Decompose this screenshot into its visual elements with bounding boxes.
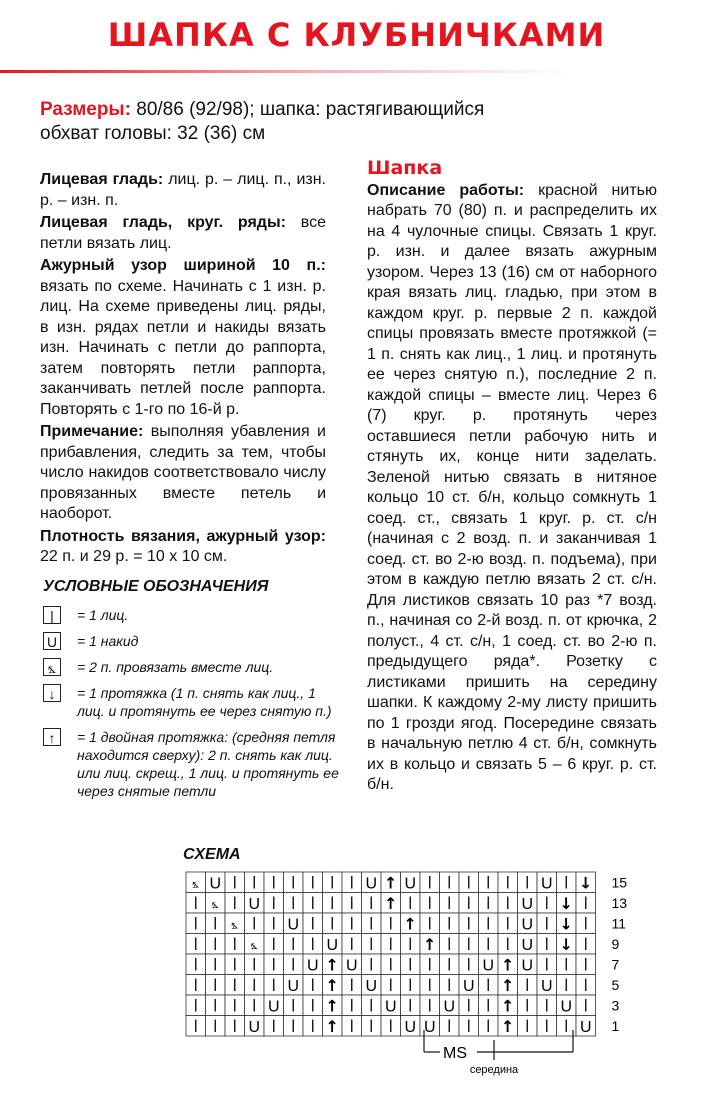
round-stockinette-label: Лицевая гладь, круг. ряды: xyxy=(40,214,286,231)
chart-row-numbers xyxy=(612,874,628,1034)
double-decrease-mark: ↑ xyxy=(325,955,339,975)
hat-section-title: Шапка xyxy=(367,157,443,179)
k2tog-mark: ⦩ xyxy=(211,896,219,911)
row-number: 13 xyxy=(611,894,628,911)
yarn-over-mark: U xyxy=(540,977,553,995)
legend-text-knit: = 1 лиц. xyxy=(77,607,129,623)
yarn-over-mark: U xyxy=(326,936,339,954)
yarn-over-mark: U xyxy=(248,895,261,913)
yarn-over-mark: U xyxy=(365,875,378,893)
gauge-label: Плотность вязания, ажурный узор: xyxy=(40,527,326,545)
yarn-over-mark: U xyxy=(287,916,300,934)
double-decrease-mark: ↑ xyxy=(384,893,398,913)
work-description-label: Описание работы: xyxy=(367,181,525,199)
ssk-mark: ↓ xyxy=(559,893,573,913)
double-decrease-mark: ↑ xyxy=(384,873,398,893)
yarn-over-mark: U xyxy=(560,998,573,1016)
chart-ms-marker xyxy=(424,1030,573,1076)
stockinette-label: Лицевая гладь: xyxy=(40,171,164,188)
k2tog-mark: ⦩ xyxy=(231,917,239,932)
yarn-over-mark: U xyxy=(404,1018,417,1036)
gauge-text: 22 п. и 29 р. = 10 х 10 см. xyxy=(40,548,228,565)
yarn-over-mark: U xyxy=(404,875,417,893)
center-label: середина xyxy=(469,1064,519,1076)
legend-text-double-decrease: = 1 двойная протяжка: (средняя петля находится сверху): 2 п. снять как лиц. или лиц. скрещ., 1 лиц. и протянуть ее через снятые петли xyxy=(77,729,339,799)
k2tog-symbol-icon: ⦩ xyxy=(43,658,61,676)
k2tog-mark: ⦩ xyxy=(192,876,200,891)
row-number: 11 xyxy=(611,915,627,932)
legend-text-k2tog: = 2 п. провязать вместе лиц. xyxy=(77,659,274,675)
yarn-over-mark: U xyxy=(209,875,222,893)
lace-pattern-label: Ажурный узор шириной 10 п.: xyxy=(40,257,326,274)
double-decrease-mark: ↑ xyxy=(325,996,339,1016)
yarn-over-mark: U xyxy=(579,1018,592,1036)
double-decrease-mark: ↑ xyxy=(501,975,515,995)
double-decrease-mark: ↑ xyxy=(501,1016,515,1036)
ssk-mark: ↓ xyxy=(559,914,573,934)
note-label: Примечание: xyxy=(40,423,144,440)
row-number: 7 xyxy=(611,956,620,973)
double-decrease-mark: ↑ xyxy=(501,996,515,1016)
row-number: 15 xyxy=(611,874,628,891)
yarn-over-mark: U xyxy=(443,998,456,1016)
chart-title: СХЕМА xyxy=(183,846,241,863)
sizes-text-1: 80/86 (92/98); шапка: растягивающийся xyxy=(130,99,485,120)
yarn-over-mark: U xyxy=(540,875,553,893)
yarn-over-mark: U xyxy=(345,957,358,975)
yarn-over-mark: U xyxy=(462,977,475,995)
page-title: ШАПКА С КЛУБНИЧКАМИ xyxy=(107,16,606,54)
yarn-over-mark: U xyxy=(521,895,534,913)
ssk-mark: ↓ xyxy=(559,934,573,954)
row-number: 1 xyxy=(611,1017,620,1034)
double-decrease-mark: ↑ xyxy=(325,975,339,995)
ms-label: MS xyxy=(443,1045,467,1062)
double-decrease-mark: ↑ xyxy=(423,934,437,954)
sizes-label: Размеры: xyxy=(40,99,131,120)
legend-text-yarn-over: = 1 накид xyxy=(77,633,139,649)
yarn-over-mark: U xyxy=(521,957,534,975)
yarn-over-mark: U xyxy=(267,998,280,1016)
k2tog-mark: ⦩ xyxy=(250,937,258,952)
ssk-symbol-icon: ↓ xyxy=(43,684,61,702)
legend-title: УСЛОВНЫЕ ОБОЗНАЧЕНИЯ xyxy=(43,578,269,595)
yarn-over-mark: U xyxy=(365,977,378,995)
round-stockinette-text: все петли вязать лиц. xyxy=(40,214,327,252)
yarn-over-mark: U xyxy=(287,977,300,995)
yarn-over-mark: U xyxy=(423,1018,436,1036)
knit-symbol-icon: | xyxy=(43,606,61,624)
yarn-over-mark: U xyxy=(521,916,534,934)
ssk-mark: ↓ xyxy=(579,873,593,893)
yarn-over-mark: U xyxy=(248,1018,261,1036)
yarn-over-mark: U xyxy=(482,957,495,975)
yarn-over-mark: U xyxy=(306,957,319,975)
yarn-over-mark: U xyxy=(384,998,397,1016)
double-decrease-mark: ↑ xyxy=(501,955,515,975)
sizes-text-2: обхват головы: 32 (36) см xyxy=(40,123,266,144)
row-number: 9 xyxy=(611,935,620,952)
legend-text-ssk: = 1 протяжка (1 п. снять как лиц., 1 лиц. и протянуть ее через снятую п.) xyxy=(77,685,332,719)
double-decrease-mark: ↑ xyxy=(403,914,417,934)
note-text: выполняя убавления и прибавления, следить за тем, чтобы число накидов соответствовало числу провязанных вместе петель и наоборот. xyxy=(40,423,326,522)
yarn-over-mark: U xyxy=(521,936,534,954)
work-description-text: красной нитью набрать 70 (80) п. и распределить их на 4 чулочные спицы. Связать 1 круг. р. изн. и далее вязать ажурным узором. Через 13 (16) см от наборного края вязать лиц. гладью, при этом в каждом круг. р. первые 2 п. каждой спицы провязать вместе протяжкой (= 1 п. снять как лиц., 1 лиц. и протянуть ее через снятую п.), последние 2 п. каждой спицы – вместе лиц. Через 6 (7) круг. р. протянуть через оставшиеся петли рабочую нить и стянуть их, конце нити заделать. Зеленой нитью связать в нитяное кольцо 10 ст. б/н, кольцо сомкнуть 1 соед. ст., связать 1 круг. р. ст. с/н (начиная с 2 возд. п. и заканчивая 1 соед. ст. во 2-ю возд. п. подъема), при этом в каждую петлю вязать 2 ст. с/н. Для листиков связать 10 раз *7 возд. п., начиная со 2-й возд. п. от крючка, 2 полуст., 4 ст. с/н, 1 соед. ст. во 2-ю п. предыдущего ряда*. Розетку с листиками пришить на середину шапки. К каждому 2-му листу пришить по 1 грозди ягод. Посередине связать в начальную петлю 4 ст. б/н, сомкнуть их в кольцо и связать 5 – 6 круг. р. ст. б/н. xyxy=(367,181,657,793)
stockinette-text: лиц. р. – лиц. п., изн. р. – изн. п. xyxy=(40,171,326,209)
double-decrease-symbol-icon: ↑ xyxy=(43,728,61,746)
lace-pattern-text: вязать по схеме. Начинать с 1 изн. р. лиц. На схеме приведены лиц. ряды, в изн. рядах петли и накиды вязать изн. Начинать с петли до раппорта, затем повторять петли раппорта, заканчивать петлей после раппорта. Повторять с 1-го по 16-й р. xyxy=(40,277,326,418)
row-number: 3 xyxy=(611,997,620,1014)
yarn-over-symbol-icon: U xyxy=(43,632,61,650)
double-decrease-mark: ↑ xyxy=(325,1016,339,1036)
chart-grid xyxy=(186,872,596,1036)
row-number: 5 xyxy=(611,976,620,993)
